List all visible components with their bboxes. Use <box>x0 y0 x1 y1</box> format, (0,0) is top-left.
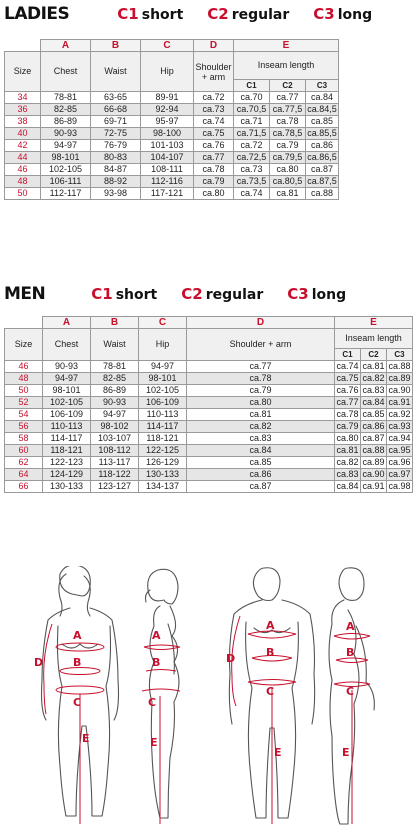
table-cell: 94-97 <box>41 140 91 152</box>
table-cell: ca.83 <box>362 385 385 395</box>
ladies-size-table <box>4 39 339 200</box>
ladies-col-inseam: Inseam length <box>234 52 339 80</box>
table-cell: ca.80 <box>187 397 335 409</box>
table-cell: ca.84 <box>362 397 385 407</box>
table-cell: 112-116 <box>141 176 194 188</box>
men-col-hip: Hip <box>139 329 187 361</box>
table-cell: ca.79 <box>270 140 306 152</box>
table-cell: 90-93 <box>43 361 91 373</box>
table-cell: ca.87,5 <box>307 176 337 186</box>
table-cell: 117-121 <box>141 188 194 200</box>
table-cell: ca.83 <box>187 433 335 445</box>
men-heading <box>4 284 346 304</box>
table-cell: ca.79 <box>187 385 335 397</box>
table-cell: 108-112 <box>91 445 139 457</box>
size-cell: 44 <box>5 152 41 164</box>
table-cell: 94-97 <box>43 373 91 385</box>
size-cell: 64 <box>5 469 43 481</box>
table-cell: ca.97 <box>388 469 411 479</box>
table-cell: 110-113 <box>43 421 91 433</box>
table-row <box>5 445 413 457</box>
table-cell: ca.73 <box>194 104 234 116</box>
size-cell: 42 <box>5 140 41 152</box>
ladies-cup-c2: C2 regular <box>207 5 290 23</box>
ladies-side-label-e: E <box>150 736 158 749</box>
table-cell: ca.82 <box>187 421 335 433</box>
men-side-label-a: A <box>346 620 355 633</box>
ladies-heading <box>4 4 372 24</box>
size-cell: 66 <box>5 481 43 493</box>
table-cell: ca.81 <box>362 361 385 371</box>
table-cell: 98-100 <box>141 128 194 140</box>
table-cell: 114-117 <box>43 433 91 445</box>
table-cell: 130-133 <box>43 481 91 493</box>
table-cell: 124-129 <box>43 469 91 481</box>
table-cell: 80-83 <box>91 152 141 164</box>
table-cell: 101-103 <box>141 140 194 152</box>
ladies-col-shoulder: Shoulder + arm <box>194 52 234 92</box>
size-cell: 34 <box>5 92 41 104</box>
men-side-label-b: B <box>346 646 355 659</box>
table-cell: ca.87 <box>187 481 335 493</box>
table-row <box>5 469 413 481</box>
table-cell: ca.88 <box>362 445 385 455</box>
table-cell: 63-65 <box>91 92 141 104</box>
size-cell: 48 <box>5 373 43 385</box>
table-cell: 122-123 <box>43 457 91 469</box>
men-col-inseam: Inseam length <box>335 329 413 349</box>
ladies-sub-c3: C3 <box>306 80 339 92</box>
ladies-col-hip: Hip <box>141 52 194 92</box>
size-cell: 46 <box>5 164 41 176</box>
table-cell: ca.77 <box>336 397 359 407</box>
table-cell: 78-81 <box>41 92 91 104</box>
table-row <box>5 116 339 128</box>
table-row <box>5 397 413 409</box>
measurement-figures <box>0 566 416 828</box>
ladies-sub-c1: C1 <box>234 80 270 92</box>
table-cell: 94-97 <box>91 409 139 421</box>
ladies-table-body <box>5 92 339 200</box>
table-row <box>5 176 339 188</box>
men-letter-b: B <box>91 317 139 329</box>
table-cell: ca.77,5 <box>270 104 306 116</box>
men-table-body <box>5 361 413 493</box>
table-cell: ca.85 <box>187 457 335 469</box>
table-cell: ca.77 <box>194 152 234 164</box>
table-cell: ca.80,5 <box>270 176 306 188</box>
size-cell: 50 <box>5 385 43 397</box>
table-cell: 98-101 <box>139 373 187 385</box>
table-cell: 90-93 <box>41 128 91 140</box>
table-cell: ca.83 <box>336 469 359 479</box>
table-cell: 108-111 <box>141 164 194 176</box>
table-cell: ca.86,5 <box>307 152 337 162</box>
ladies-side-label-a: A <box>152 629 161 642</box>
ladies-letter-e: E <box>234 40 339 52</box>
table-cell: ca.73,5 <box>234 176 270 188</box>
table-row <box>5 373 413 385</box>
table-cell: 76-79 <box>91 140 141 152</box>
men-col-waist: Waist <box>91 329 139 361</box>
ladies-col-waist: Waist <box>91 52 141 92</box>
table-cell: ca.95 <box>388 445 411 455</box>
men-cup-c1: C1 short <box>91 285 158 303</box>
table-cell: ca.88 <box>388 361 411 371</box>
table-row <box>5 481 413 493</box>
table-cell: 118-121 <box>43 445 91 457</box>
men-sub-c1: C1 <box>335 349 361 361</box>
table-cell: ca.84,5 <box>307 104 337 114</box>
table-cell: 94-97 <box>139 361 187 373</box>
ladies-cup-c1: C1 short <box>117 5 184 23</box>
table-cell: ca.86 <box>362 421 385 431</box>
table-cell: 102-105 <box>43 397 91 409</box>
table-cell: ca.89 <box>362 457 385 467</box>
table-cell: 114-117 <box>139 421 187 433</box>
table-cell: 66-68 <box>91 104 141 116</box>
table-cell: 98-101 <box>41 152 91 164</box>
table-cell: ca.72 <box>234 140 270 152</box>
ladies-letter-b: B <box>91 40 141 52</box>
table-cell: 82-85 <box>91 373 139 385</box>
table-cell: ca.72 <box>194 92 234 104</box>
table-cell: ca.94 <box>388 433 411 443</box>
table-cell: ca.75 <box>194 128 234 140</box>
table-cell: ca.71,5 <box>234 128 270 140</box>
table-cell: 126-129 <box>139 457 187 469</box>
table-cell: 113-117 <box>91 457 139 469</box>
table-row <box>5 128 339 140</box>
table-cell: 118-121 <box>139 433 187 445</box>
men-side-figure <box>329 568 374 824</box>
men-sub-c3: C3 <box>387 349 413 361</box>
table-row <box>5 104 339 116</box>
size-cell: 58 <box>5 433 43 445</box>
ladies-front-label-e: E <box>82 732 90 745</box>
table-cell: ca.98 <box>388 481 411 491</box>
table-cell: ca.71 <box>234 116 270 128</box>
ladies-col-chest: Chest <box>41 52 91 92</box>
table-cell: 84-87 <box>91 164 141 176</box>
ladies-front-label-b: B <box>73 656 82 669</box>
table-cell: ca.86 <box>187 469 335 481</box>
table-cell: ca.75 <box>336 373 359 383</box>
table-cell: ca.82 <box>336 457 359 467</box>
table-row <box>5 164 339 176</box>
men-cup-c2: C2 regular <box>181 285 264 303</box>
table-row <box>5 188 339 200</box>
men-col-size: Size <box>5 329 43 361</box>
size-cell: 60 <box>5 445 43 457</box>
table-cell: 98-101 <box>43 385 91 397</box>
table-cell: ca.80 <box>270 164 306 176</box>
men-cup-c3: C3 long <box>287 285 347 303</box>
table-row <box>5 140 339 152</box>
men-size-table <box>4 316 413 493</box>
table-row <box>5 152 339 164</box>
table-cell: ca.89 <box>388 373 411 383</box>
ladies-cup-c3: C3 long <box>313 5 373 23</box>
ladies-letter-a: A <box>41 40 91 52</box>
table-cell: ca.78 <box>187 373 335 385</box>
men-letter-c: C <box>139 317 187 329</box>
table-cell: ca.84 <box>187 445 335 457</box>
men-letter-d: D <box>187 317 335 329</box>
table-cell: ca.84 <box>336 481 359 491</box>
ladies-side-figure <box>142 569 180 824</box>
table-cell: 104-107 <box>141 152 194 164</box>
table-cell: ca.86 <box>306 140 339 152</box>
ladies-front-label-a: A <box>73 629 82 642</box>
table-row <box>5 92 339 104</box>
table-cell: 93-98 <box>91 188 141 200</box>
men-letter-a: A <box>43 317 91 329</box>
table-cell: 134-137 <box>139 481 187 493</box>
ladies-front-label-c: C <box>73 696 82 709</box>
size-cell: 62 <box>5 457 43 469</box>
table-row <box>5 457 413 469</box>
table-cell: ca.85,5 <box>307 128 337 138</box>
table-cell: 89-91 <box>141 92 194 104</box>
table-cell: ca.81 <box>336 445 359 455</box>
men-letter-e: E <box>335 317 413 329</box>
table-cell: ca.74 <box>194 116 234 128</box>
men-front-label-b: B <box>266 646 275 659</box>
table-cell: 86-89 <box>41 116 91 128</box>
table-cell: ca.93 <box>388 421 411 431</box>
table-cell: 106-109 <box>139 397 187 409</box>
table-cell: ca.88 <box>306 188 339 200</box>
table-cell: ca.91 <box>388 397 411 407</box>
table-cell: ca.92 <box>388 409 411 419</box>
table-cell: ca.73 <box>234 164 270 176</box>
ladies-title: LADIES <box>4 4 70 24</box>
size-cell: 36 <box>5 104 41 116</box>
table-cell: 106-109 <box>43 409 91 421</box>
table-cell: ca.81 <box>187 409 335 421</box>
table-cell: 98-102 <box>91 421 139 433</box>
table-row <box>5 433 413 445</box>
table-cell: ca.81 <box>270 188 306 200</box>
table-cell: ca.80 <box>336 433 359 443</box>
ladies-col-size: Size <box>5 52 41 92</box>
table-cell: ca.76 <box>336 385 359 395</box>
men-col-chest: Chest <box>43 329 91 361</box>
table-row <box>5 421 413 433</box>
table-cell: ca.78 <box>194 164 234 176</box>
men-front-label-c: C <box>266 685 275 698</box>
table-cell: ca.72,5 <box>234 152 270 164</box>
table-cell: ca.90 <box>362 469 385 479</box>
men-front-label-e: E <box>274 746 282 759</box>
table-cell: 69-71 <box>91 116 141 128</box>
table-cell: ca.84 <box>306 92 339 104</box>
table-cell: ca.91 <box>362 481 385 491</box>
size-cell: 52 <box>5 397 43 409</box>
table-cell: ca.70 <box>234 92 270 104</box>
table-cell: ca.79 <box>336 421 359 431</box>
ladies-letter-d: D <box>194 40 234 52</box>
size-cell: 48 <box>5 176 41 188</box>
table-row <box>5 385 413 397</box>
men-col-shoulder: Shoulder + arm <box>187 329 335 361</box>
table-cell: 112-117 <box>41 188 91 200</box>
table-cell: 92-94 <box>141 104 194 116</box>
men-sub-c2: C2 <box>361 349 387 361</box>
table-cell: ca.90 <box>388 385 411 395</box>
table-cell: 118-122 <box>91 469 139 481</box>
men-front-label-a: A <box>266 619 275 632</box>
table-cell: 122-125 <box>139 445 187 457</box>
size-cell: 50 <box>5 188 41 200</box>
table-row <box>5 361 413 373</box>
size-cell: 56 <box>5 421 43 433</box>
table-cell: ca.85 <box>362 409 385 419</box>
men-front-label-d: D <box>226 652 236 665</box>
ladies-sub-c2: C2 <box>270 80 306 92</box>
table-cell: 86-89 <box>91 385 139 397</box>
table-cell: 123-127 <box>91 481 139 493</box>
table-cell: ca.77 <box>187 361 335 373</box>
table-cell: ca.87 <box>306 164 339 176</box>
table-row <box>5 409 413 421</box>
table-cell: 106-111 <box>41 176 91 188</box>
men-front-figure <box>226 568 315 824</box>
table-cell: ca.80 <box>194 188 234 200</box>
men-side-label-c: C <box>346 685 355 698</box>
table-cell: 102-105 <box>41 164 91 176</box>
table-cell: ca.79 <box>194 176 234 188</box>
table-cell: ca.78 <box>270 116 306 128</box>
ladies-letter-c: C <box>141 40 194 52</box>
table-cell: 88-92 <box>91 176 141 188</box>
size-cell: 38 <box>5 116 41 128</box>
table-cell: 72-75 <box>91 128 141 140</box>
size-cell: 46 <box>5 361 43 373</box>
table-cell: 102-105 <box>139 385 187 397</box>
ladies-side-label-b: B <box>152 656 161 669</box>
table-cell: ca.82 <box>362 373 385 383</box>
ladies-front-label-d: D <box>34 656 44 669</box>
table-cell: 110-113 <box>139 409 187 421</box>
size-cell: 40 <box>5 128 41 140</box>
table-cell: ca.74 <box>336 361 359 371</box>
table-cell: ca.85 <box>306 116 339 128</box>
men-title: MEN <box>4 284 46 304</box>
table-cell: ca.96 <box>388 457 411 467</box>
table-cell: 95-97 <box>141 116 194 128</box>
ladies-front-figure <box>34 566 119 824</box>
table-cell: ca.77 <box>270 92 306 104</box>
table-cell: ca.70,5 <box>234 104 270 116</box>
table-cell: ca.79,5 <box>270 152 306 164</box>
table-cell: 103-107 <box>91 433 139 445</box>
table-cell: ca.74 <box>234 188 270 200</box>
men-side-label-e: E <box>342 746 350 759</box>
table-cell: ca.87 <box>362 433 385 443</box>
table-cell: ca.78,5 <box>270 128 306 140</box>
table-cell: ca.78 <box>336 409 359 419</box>
table-cell: 130-133 <box>139 469 187 481</box>
table-cell: 90-93 <box>91 397 139 409</box>
size-cell: 54 <box>5 409 43 421</box>
ladies-side-label-c: C <box>148 696 157 709</box>
table-cell: 78-81 <box>91 361 139 373</box>
table-cell: 82-85 <box>41 104 91 116</box>
table-cell: ca.76 <box>194 140 234 152</box>
